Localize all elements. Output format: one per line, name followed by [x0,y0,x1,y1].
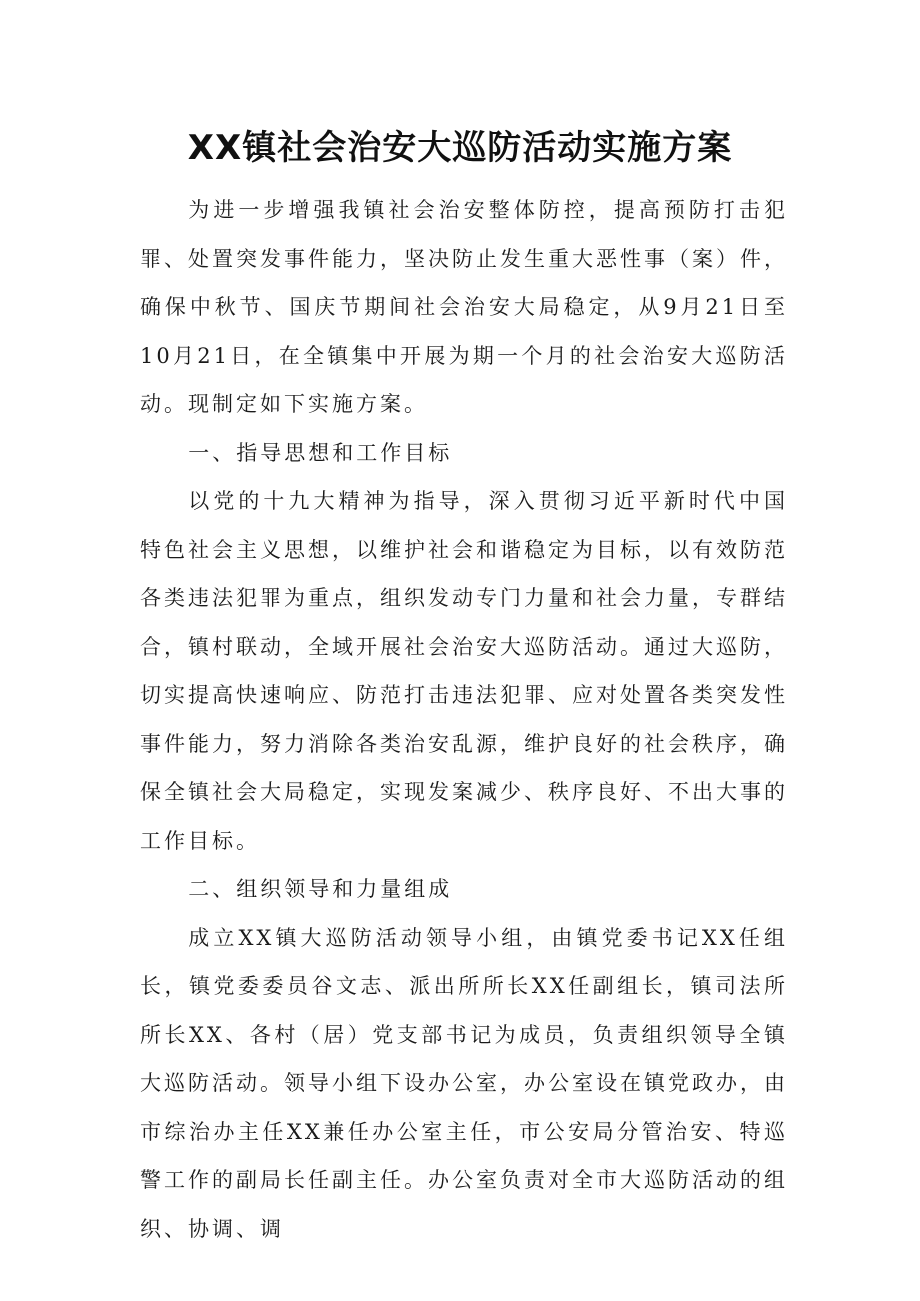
section-2-paragraph: 成立XX镇大巡防活动领导小组，由镇党委书记XX任组长，镇党委委员谷文志、派出所所长XX任副组长，镇司法所所长XX、各村（居）党支部书记为成员，负责组织领导全镇大巡防活动。领导小组下设办公室，办公室设在镇党政办，由市综治办主任XX兼任办公室主任，市公安局分管治安、特巡警工作的副局长任副主任。办公室负责对全市大巡防活动的组织、协调、调 [140,925,788,1241]
document-body [140,186,788,1253]
document-title: XX镇社会治安大巡防活动实施方案 [187,128,733,168]
section-1-paragraph: 以党的十九大精神为指导，深入贯彻习近平新时代中国特色社会主义思想，以维护社会和谐稳定为目标，以有效防范各类违法犯罪为重点，组织发动专门力量和社会力量，专群结合，镇村联动，全域开展社会治安大巡防活动。通过大巡防，切实提高快速响应、防范打击违法犯罪、应对处置各类突发性事件能力，努力消除各类治安乱源，维护良好的社会秩序，确保全镇社会大局稳定，实现发案减少、秩序良好、不出大事的工作目标。 [140,489,788,853]
section-heading-1: 一、指导思想和工作目标 [188,440,453,465]
intro-paragraph: 为进一步增强我镇社会治安整体防控，提高预防打击犯罪、处置突发事件能力，坚决防止发生重大恶性事（案）件，确保中秋节、国庆节期间社会治安大局稳定，从9月21日至10月21日，在全镇集中开展为期一个月的社会治安大巡防活动。现制定如下实施方案。 [140,198,788,416]
section-heading-2: 二、组织领导和力量组成 [188,877,453,901]
